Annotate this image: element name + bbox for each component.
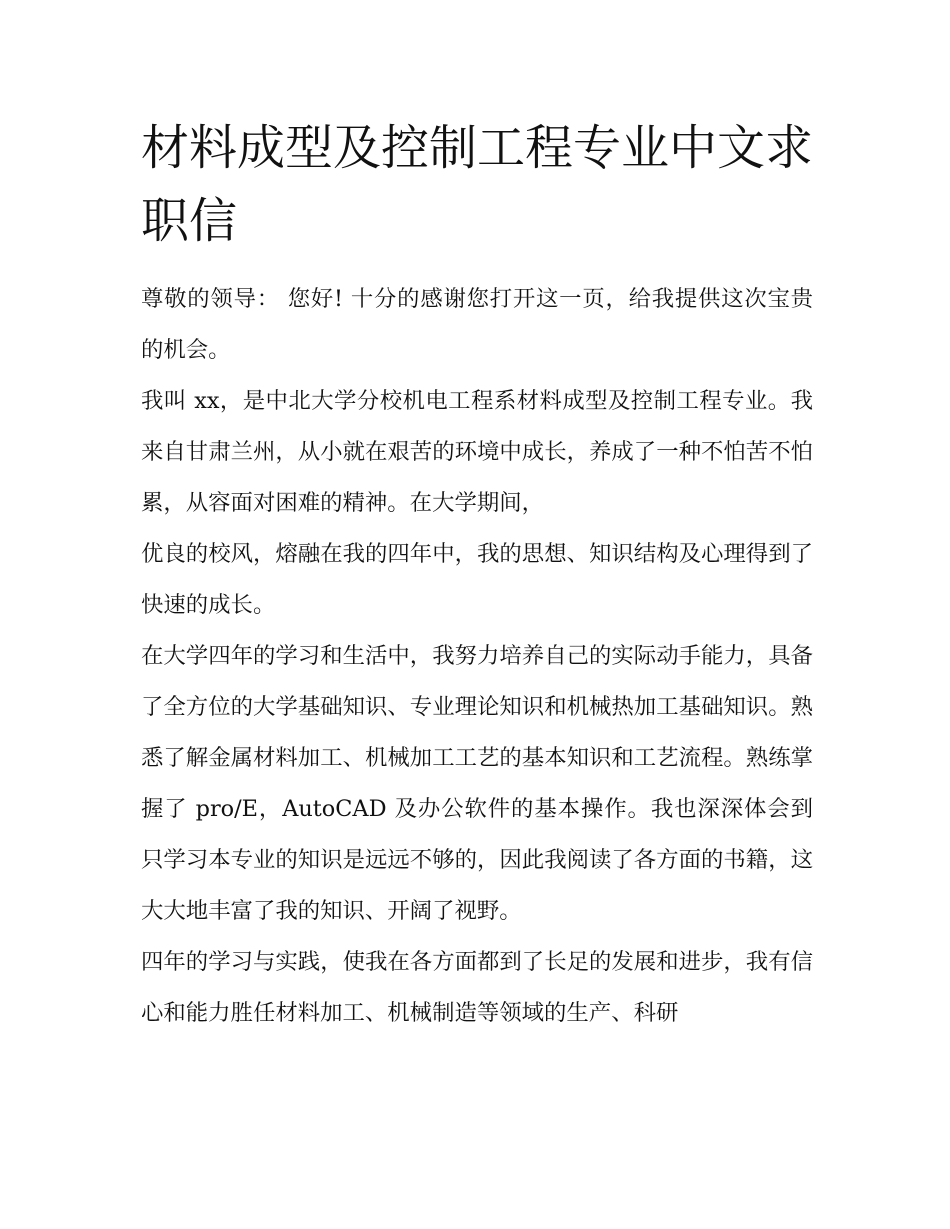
letter-body: [141, 274, 813, 1039]
paragraph-university-growth: 优良的校风，熔融在我的四年中，我的思想、知识结构及心理得到了快速的成长。: [141, 541, 813, 618]
paragraph-confidence: 四年的学习与实践，使我在各方面都到了长足的发展和进步，我有信心和能力胜任材料加工、机械制造等领域的生产、科研: [141, 949, 813, 1026]
document-title: 材料成型及控制工程专业中文求职信: [141, 120, 814, 249]
paragraph-introduction: 我叫 xx，是中北大学分校机电工程系材料成型及控制工程专业。我来自甘肃兰州，从小就在艰苦的环境中成长，养成了一种不怕苦不怕累，从容面对困难的精神。在大学期间，: [141, 388, 813, 516]
paragraph-greeting: 尊敬的领导： 您好! 十分的感谢您打开这一页，给我提供这次宝贵的机会。: [141, 286, 813, 363]
paragraph-skills: 在大学四年的学习和生活中，我努力培养自己的实际动手能力，具备了全方位的大学基础知识、专业理论知识和机械热加工基础知识。熟悉了解金属材料加工、机械加工工艺的基本知识和工艺流程。熟练掌握了 pro/E，AutoCAD 及办公软件的基本操作。我也深深体会到只学习本专业的知识是远远不够的，因此我阅读了各方面的书籍，这大大地丰富了我的知识、开阔了视野。: [141, 643, 813, 924]
document-content: [141, 112, 813, 1039]
